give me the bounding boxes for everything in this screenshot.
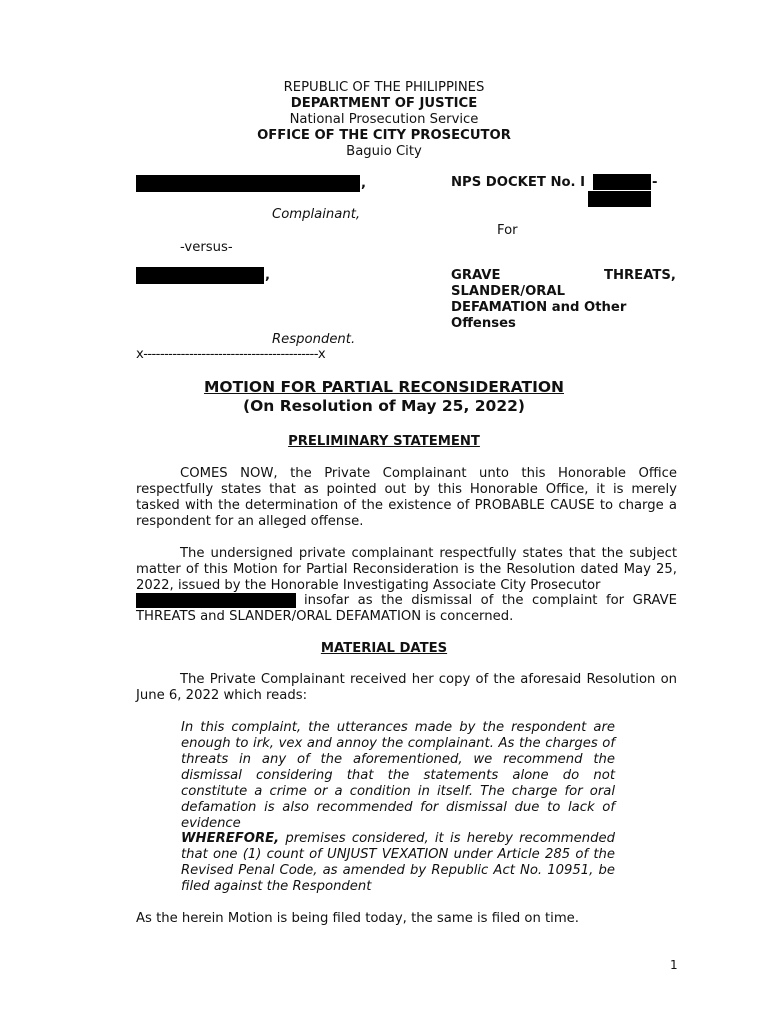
header-department: DEPARTMENT OF JUSTICE [290,96,478,111]
caption-separator: x------------------------------------------x [136,347,326,362]
complainant-label: Complainant, [272,207,361,222]
offense-line-4: Offenses [451,316,516,331]
versus-label: -versus- [180,240,233,255]
redacted-respondent-name [136,267,264,284]
docket-label: NPS DOCKET No. I [451,175,586,190]
preliminary-paragraph-2-cont: insofar as the dismissal of the complaint for GRAVE [304,593,677,608]
wherefore-rest: premises considered, it is hereby recommended that one (1) count of UNJUST VEXATION under Article 285 of the Revised Penal Code, as amended by Republic Act No. 10951, be filed against the Respondent [181,831,615,894]
redacted-prosecutor-name [136,593,296,608]
offense-line-2: SLANDER/ORAL [451,284,566,299]
complainant-comma: , [361,176,367,191]
material-dates-heading: MATERIAL DATES [320,641,448,656]
wherefore-lead: WHEREFORE, [181,831,280,846]
preliminary-heading: PRELIMINARY STATEMENT [288,434,480,449]
header-service: National Prosecution Service [289,112,479,127]
offense-grave: GRAVE [451,268,501,283]
for-label: For [497,223,518,238]
redacted-complainant-name [136,175,360,192]
material-dates-paragraph: The Private Complainant received her copy of the aforesaid Resolution on June 6, 2022 which reads: [136,672,677,703]
page-number: 1 [670,958,678,972]
motion-subtitle: (On Resolution of May 25, 2022) [243,397,525,415]
offense-line-3: DEFAMATION and Other [451,300,627,315]
resolution-quote-2 [181,831,615,895]
preliminary-paragraph-2: The undersigned private complainant respectfully states that the subject matter of this Motion for Partial Reconsideration is the Resolution dated May 25, 2022, issued by the Honorable Investigating Associate City Prosecutor [136,546,677,593]
redacted-docket-number [593,174,651,190]
docket-dash: - [652,175,658,190]
preliminary-paragraph-1: COMES NOW, the Private Complainant unto this Honorable Office respectfully states that as pointed out by this Honorable Office, it is merely tasked with the determination of the existence of PROBABLE CAUSE to charge a respondent for an alleged offense. [136,466,677,529]
respondent-label: Respondent. [272,332,356,347]
redacted-docket-number-2 [588,191,651,207]
timeliness-statement: As the herein Motion is being filed today, the same is filed on time. [136,911,579,926]
header-office: OFFICE OF THE CITY PROSECUTOR [257,128,511,143]
header-republic: REPUBLIC OF THE PHILIPPINES [283,80,485,95]
offense-threats: THREATS, [604,268,676,283]
preliminary-paragraph-2-end: THREATS and SLANDER/ORAL DEFAMATION is concerned. [136,609,514,624]
motion-title: MOTION FOR PARTIAL RECONSIDERATION [203,378,564,396]
header-city: Baguio City [346,144,422,159]
resolution-quote-1: In this complaint, the utterances made by the respondent are enough to irk, vex and annoy the complainant. As the charges of threats in any of the aforementioned, we recommend the dismissal considering that the statements alone do not constitute a crime or a condition in itself. The charge for oral defamation is also recommended for dismissal due to lack of evidence [181,720,615,831]
respondent-comma: , [265,268,271,283]
